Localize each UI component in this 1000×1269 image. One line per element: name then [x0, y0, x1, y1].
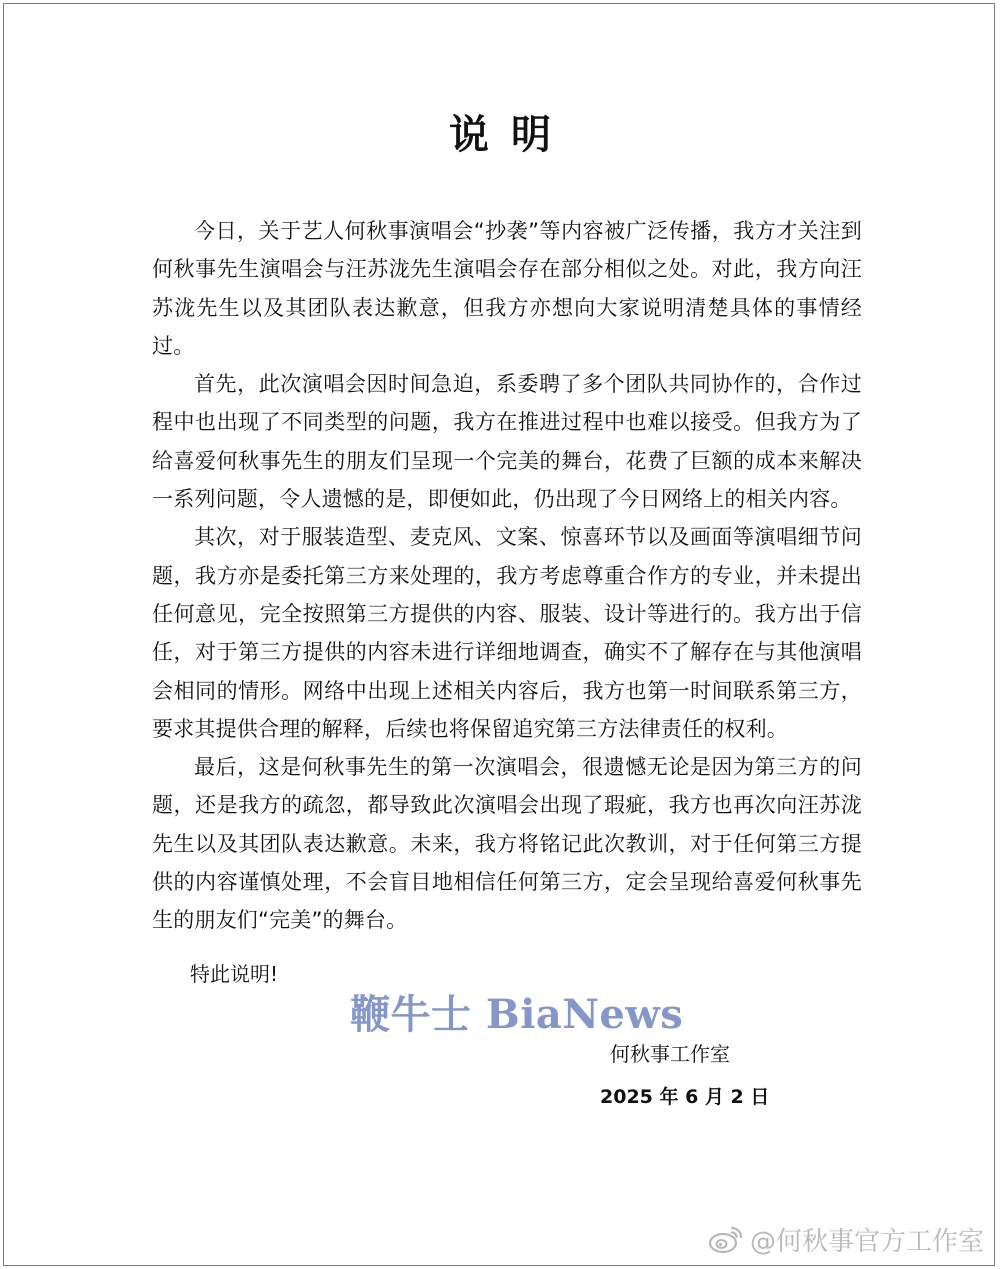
- weibo-account-name: @何秋事官方工作室: [749, 1226, 984, 1257]
- document-title: 说明: [449, 111, 573, 158]
- document-date: 2025 年 6 月 2 日: [600, 1086, 770, 1108]
- signature: 何秋事工作室: [610, 1042, 730, 1066]
- paragraph-3: 其次，对于服装造型、麦克风、文案、惊喜环节以及画面等演唱细节问题，我方亦是委托第三方来处理的，我方考虑尊重合作方的专业，并未提出任何意见，完全按照第三方提供的内容、服装、设计等进行的。我方出于信任，对于第三方提供的内容未进行详细地调查，确实不了解存在与其他演唱会相同的情形。网络中出现上述相关内容后，我方也第一时间联系第三方，要求其提供合理的解释，后续也将保留追究第三方法律责任的权利。: [152, 525, 862, 741]
- closing-statement: 特此说明!: [190, 962, 279, 986]
- paragraph-4: 最后，这是何秋事先生的第一次演唱会，很遗憾无论是因为第三方的问题，还是我方的疏忽，都导致此次演唱会出现了瑕疵，我方也再次向汪苏泷先生以及其团队表达歉意。未来，我方将铭记此次教训，对于任何第三方提供的内容谨慎处理，不会盲目地相信任何第三方，定会呈现给喜爱何秋事先生的朋友们“完美”的舞台。: [152, 755, 862, 933]
- weibo-source-tag: [708, 1222, 984, 1256]
- paragraph-1: 今日，关于艺人何秋事演唱会“抄袭”等内容被广泛传播，我方才关注到何秋事先生演唱会与汪苏泷先生演唱会存在部分相似之处。对此，我方向汪苏泷先生以及其团队表达歉意，但我方亦想向大家说明清楚具体的事情经过。: [152, 219, 862, 358]
- bianews-watermark: 鞭牛士 BiaNews: [350, 991, 684, 1038]
- weibo-icon: [708, 1224, 744, 1254]
- document-body: [152, 212, 862, 940]
- paragraph-2: 首先，此次演唱会因时间急迫，系委聘了多个团队共同协作的，合作过程中也出现了不同类型的问题，我方在推进过程中也难以接受。但我方为了给喜爱何秋事先生的朋友们呈现一个完美的舞台，花费了巨额的成本来解决一系列问题，令人遗憾的是，即便如此，仍出现了今日网络上的相关内容。: [152, 372, 862, 512]
